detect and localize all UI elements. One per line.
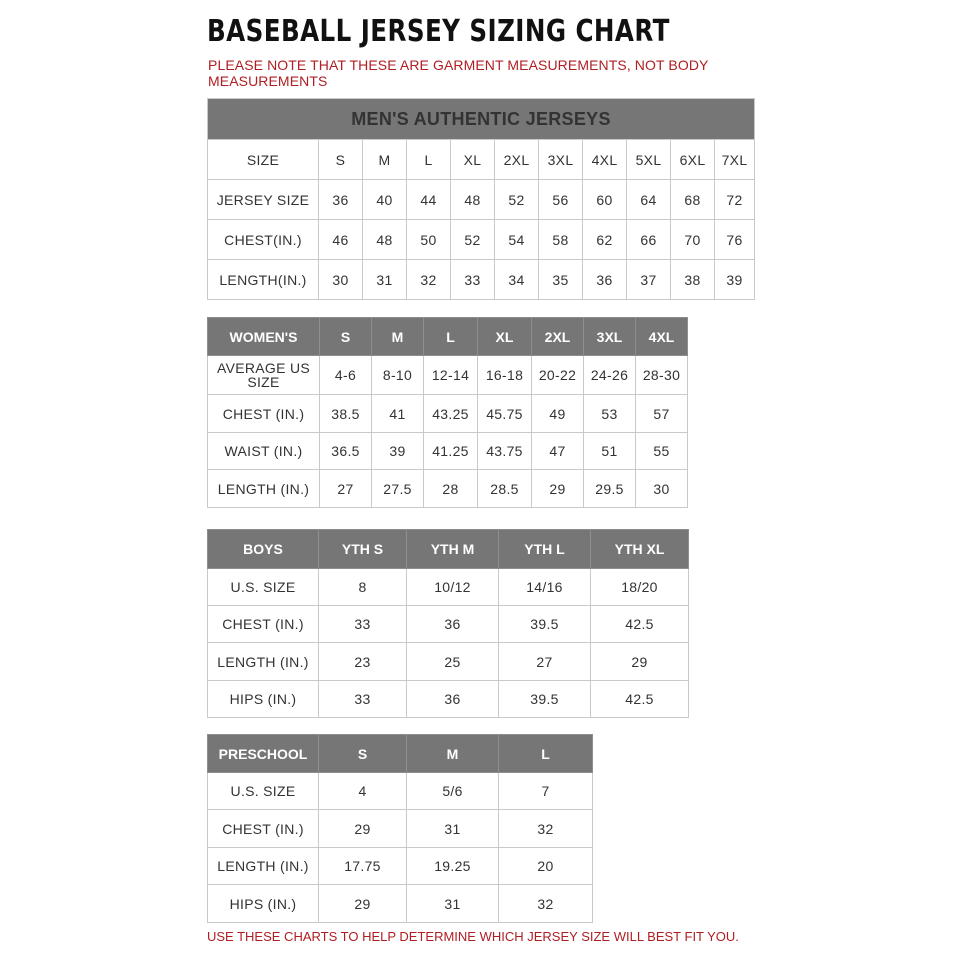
table-cell: U.S. SIZE (208, 773, 319, 810)
table-cell: 17.75 (319, 848, 407, 885)
table-cell: 4-6 (320, 356, 372, 395)
boys-sizing-table (207, 529, 689, 718)
table-cell: 29 (532, 470, 584, 508)
table-cell: 23 (319, 643, 407, 681)
table-header-cell: L (499, 735, 593, 773)
table-cell: 27 (499, 643, 591, 681)
table-cell: 32 (499, 810, 593, 848)
mens-sizing-table (207, 98, 755, 300)
table-cell: 31 (407, 810, 499, 848)
table-cell: 35 (539, 260, 583, 300)
table-cell: 43.25 (424, 395, 478, 433)
footer-note: USE THESE CHARTS TO HELP DETERMINE WHICH JERSEY SIZE WILL BEST FIT YOU. (207, 929, 739, 944)
table-cell: 33 (319, 606, 407, 643)
table-cell: CHEST(IN.) (208, 220, 319, 260)
table-row (208, 395, 688, 433)
table-cell: 8-10 (372, 356, 424, 395)
table-cell: 52 (451, 220, 495, 260)
womens-header-row (208, 318, 688, 356)
mens-table-heading: MEN'S AUTHENTIC JERSEYS (208, 99, 755, 140)
table-cell: 4 (319, 773, 407, 810)
table-cell: 36 (407, 681, 499, 718)
table-cell: LENGTH(IN.) (208, 260, 319, 300)
table-row (208, 260, 755, 300)
table-header-cell: BOYS (208, 530, 319, 569)
table-cell: 29 (319, 885, 407, 923)
table-cell: 56 (539, 180, 583, 220)
table-cell: 29 (591, 643, 689, 681)
table-cell: 29.5 (584, 470, 636, 508)
table-header-cell: S (319, 735, 407, 773)
table-cell: 41.25 (424, 433, 478, 470)
table-cell: 6XL (671, 140, 715, 180)
table-cell: 2XL (495, 140, 539, 180)
table-cell: 8 (319, 569, 407, 606)
table-cell: 16-18 (478, 356, 532, 395)
table-header-cell: 4XL (636, 318, 688, 356)
table-cell: 45.75 (478, 395, 532, 433)
table-row (208, 810, 593, 848)
table-header-cell: YTH S (319, 530, 407, 569)
table-cell: 20 (499, 848, 593, 885)
table-header-cell: YTH XL (591, 530, 689, 569)
table-cell: 52 (495, 180, 539, 220)
table-cell: 28-30 (636, 356, 688, 395)
table-cell: 19.25 (407, 848, 499, 885)
table-header-cell: PRESCHOOL (208, 735, 319, 773)
table-cell: 49 (532, 395, 584, 433)
table-header-cell: WOMEN'S (208, 318, 320, 356)
table-cell: 28 (424, 470, 478, 508)
table-cell: 53 (584, 395, 636, 433)
table-cell: 39 (715, 260, 755, 300)
table-cell: 18/20 (591, 569, 689, 606)
table-header-cell: 2XL (532, 318, 584, 356)
table-cell: WAIST (IN.) (208, 433, 320, 470)
boys-header-row (208, 530, 689, 569)
table-cell: 3XL (539, 140, 583, 180)
table-cell: 32 (407, 260, 451, 300)
table-cell: 60 (583, 180, 627, 220)
table-cell: 55 (636, 433, 688, 470)
table-cell: HIPS (IN.) (208, 681, 319, 718)
table-cell: 39.5 (499, 606, 591, 643)
table-cell: 64 (627, 180, 671, 220)
table-cell: 38 (671, 260, 715, 300)
table-cell: 58 (539, 220, 583, 260)
preschool-sizing-table (207, 734, 593, 923)
table-row (208, 885, 593, 923)
table-cell: 66 (627, 220, 671, 260)
table-cell: 37 (627, 260, 671, 300)
garment-note: PLEASE NOTE THAT THESE ARE GARMENT MEASUREMENTS, NOT BODY MEASUREMENTS (208, 57, 709, 89)
table-cell: 57 (636, 395, 688, 433)
table-row (208, 356, 688, 395)
table-cell: 51 (584, 433, 636, 470)
table-cell: 5XL (627, 140, 671, 180)
mens-size-header-row (208, 140, 755, 180)
table-cell: 30 (636, 470, 688, 508)
table-cell: 31 (407, 885, 499, 923)
table-cell: 10/12 (407, 569, 499, 606)
table-cell: 76 (715, 220, 755, 260)
table-cell: 5/6 (407, 773, 499, 810)
table-cell: 33 (319, 681, 407, 718)
table-row (208, 470, 688, 508)
table-cell: LENGTH (IN.) (208, 848, 319, 885)
table-cell: 39 (372, 433, 424, 470)
table-cell: CHEST (IN.) (208, 606, 319, 643)
table-cell: U.S. SIZE (208, 569, 319, 606)
table-row (208, 180, 755, 220)
table-row (208, 643, 689, 681)
table-cell: 25 (407, 643, 499, 681)
table-cell: S (319, 140, 363, 180)
table-cell: HIPS (IN.) (208, 885, 319, 923)
table-cell: 32 (499, 885, 593, 923)
table-header-cell: L (424, 318, 478, 356)
table-header-cell: M (407, 735, 499, 773)
table-cell: 27.5 (372, 470, 424, 508)
table-header-cell: S (320, 318, 372, 356)
page-title: BASEBALL JERSEY SIZING CHART (207, 14, 670, 49)
table-cell: 4XL (583, 140, 627, 180)
table-row (208, 433, 688, 470)
table-cell: 14/16 (499, 569, 591, 606)
table-cell: L (407, 140, 451, 180)
table-cell: 36 (319, 180, 363, 220)
table-cell: 12-14 (424, 356, 478, 395)
table-cell: 7 (499, 773, 593, 810)
table-cell: CHEST (IN.) (208, 395, 320, 433)
table-row (208, 220, 755, 260)
table-cell: 24-26 (584, 356, 636, 395)
table-header-cell: XL (478, 318, 532, 356)
table-cell: 7XL (715, 140, 755, 180)
table-cell: XL (451, 140, 495, 180)
table-cell: 36.5 (320, 433, 372, 470)
table-cell: 28.5 (478, 470, 532, 508)
table-cell: 41 (372, 395, 424, 433)
table-cell: 40 (363, 180, 407, 220)
table-cell: SIZE (208, 140, 319, 180)
table-cell: 27 (320, 470, 372, 508)
table-cell: 48 (363, 220, 407, 260)
table-cell: 50 (407, 220, 451, 260)
table-cell: 68 (671, 180, 715, 220)
table-cell: 48 (451, 180, 495, 220)
table-cell: M (363, 140, 407, 180)
table-cell: 70 (671, 220, 715, 260)
table-cell: 39.5 (499, 681, 591, 718)
table-header-cell: YTH M (407, 530, 499, 569)
table-cell: 36 (407, 606, 499, 643)
table-cell: 46 (319, 220, 363, 260)
table-cell: 42.5 (591, 681, 689, 718)
preschool-header-row (208, 735, 593, 773)
table-cell: 47 (532, 433, 584, 470)
table-cell: 33 (451, 260, 495, 300)
table-row (208, 606, 689, 643)
table-cell: LENGTH (IN.) (208, 470, 320, 508)
table-cell: LENGTH (IN.) (208, 643, 319, 681)
table-header-cell: YTH L (499, 530, 591, 569)
table-cell: JERSEY SIZE (208, 180, 319, 220)
table-cell: 43.75 (478, 433, 532, 470)
table-cell: 30 (319, 260, 363, 300)
womens-sizing-table (207, 317, 688, 508)
table-row (208, 773, 593, 810)
table-row (208, 681, 689, 718)
table-cell: 38.5 (320, 395, 372, 433)
table-header-cell: 3XL (584, 318, 636, 356)
table-cell: AVERAGE US SIZE (208, 356, 320, 395)
table-row (208, 848, 593, 885)
table-cell: 62 (583, 220, 627, 260)
table-cell: 36 (583, 260, 627, 300)
table-cell: 44 (407, 180, 451, 220)
table-cell: 31 (363, 260, 407, 300)
table-cell: 29 (319, 810, 407, 848)
table-cell: 72 (715, 180, 755, 220)
table-header-cell: M (372, 318, 424, 356)
table-cell: 20-22 (532, 356, 584, 395)
table-cell: 42.5 (591, 606, 689, 643)
table-cell: 54 (495, 220, 539, 260)
table-cell: CHEST (IN.) (208, 810, 319, 848)
table-row (208, 569, 689, 606)
table-cell: 34 (495, 260, 539, 300)
